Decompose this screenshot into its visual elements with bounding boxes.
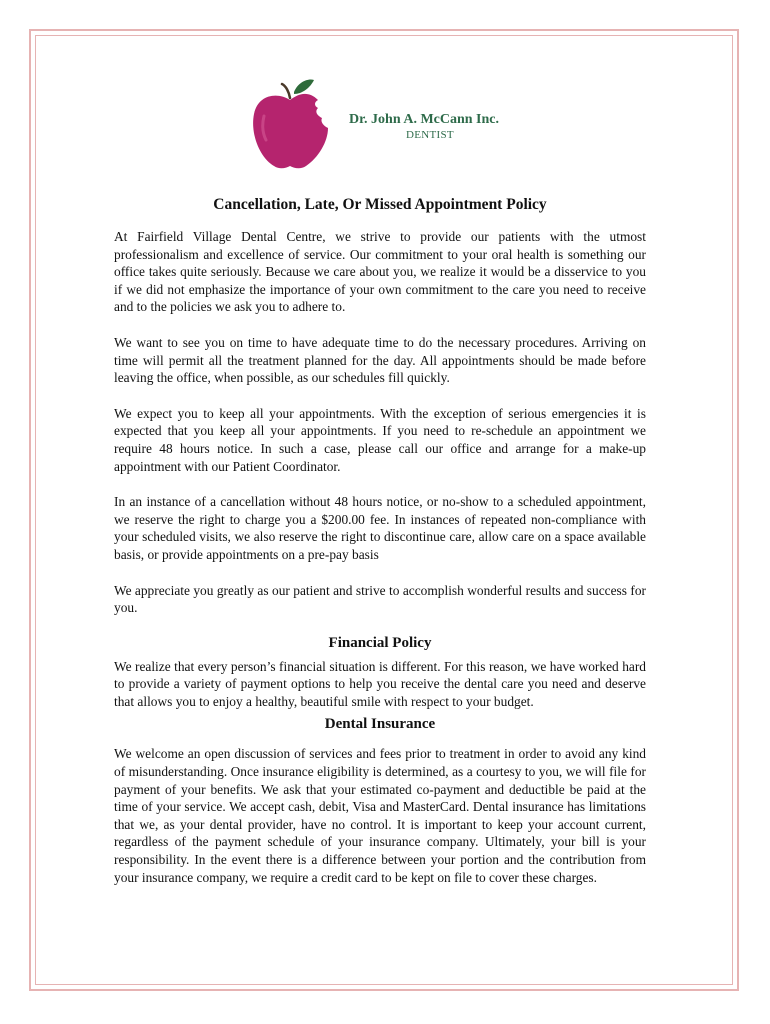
brand-block bbox=[349, 112, 499, 141]
paragraph-appreciation: We appreciate you greatly as our patient and strive to accomplish wonderful results and success for you. bbox=[114, 582, 646, 616]
paragraph-keep-appointments: We expect you to keep all your appointments. With the exception of serious emergencies it is expected that you keep all your appointments. If you need to re-schedule an appointment we require 48 hours notice. In such a case, please call our office and arrange for a make-up appointment with our Patient Coordinator. bbox=[114, 405, 646, 474]
paragraph-intro: At Fairfield Village Dental Centre, we strive to provide our patients with the utmost professionalism and excellence of service. Our commitment to your oral health is something our office takes quite seriously. Because we care about you, we realize it would be a disservice to you if we did not emphasize the importance of your own commitment to the care you need to receive and to the policies we ask you to adhere to. bbox=[114, 229, 646, 315]
apple-icon bbox=[248, 76, 338, 176]
financial-policy-heading: Financial Policy bbox=[328, 634, 432, 651]
brand-name: Dr. John A. McCann Inc. bbox=[349, 112, 500, 127]
page-title: Cancellation, Late, Or Missed Appointment Policy bbox=[213, 196, 547, 213]
document-body bbox=[114, 196, 646, 886]
dental-insurance-text: We welcome an open discussion of services and fees prior to treatment in order to avoid any kind of misunderstanding. Once insurance eligibility is determined, as a courtesy to you, we will file for payment of your benefits. We ask that your estimated co-payment and deductible be paid at the time of your service. We accept cash, debit, Visa and MasterCard. Dental insurance has limitations that we, as your dental provider, have no control. It is important to keep your account current, regardless of the payment schedule of your insurance company. Ultimately, your bill is your responsibility. In the event there is a difference between your portion and the contribution from your insurance company, we require a credit card to be kept on file to cover these charges. bbox=[114, 746, 646, 885]
paragraph-cancellation-fee: In an instance of a cancellation without 48 hours notice, or no-show to a scheduled appointment, we reserve the right to charge you a $200.00 fee. In instances of repeated non-compliance with your scheduled visits, we also reserve the right to discontinue care, allow care on a space available basis, or provide appointments on a pre-pay basis bbox=[114, 494, 646, 562]
brand-subtitle: DENTIST bbox=[406, 129, 454, 141]
dental-insurance-heading: Dental Insurance bbox=[324, 716, 436, 733]
financial-policy-text: We realize that every person’s financial situation is different. For this reason, we have worked hard to provide a variety of payment options to help you receive the dental care you need and deserve that allows you to enjoy a healthy, beautiful smile with respect to your budget. bbox=[114, 658, 646, 709]
paragraph-on-time: We want to see you on time to have adequate time to do the necessary procedures. Arriving on time will permit all the treatment planned for the day. All appointments should be made before leaving the office, when possible, as our schedules fill quickly. bbox=[114, 334, 646, 386]
